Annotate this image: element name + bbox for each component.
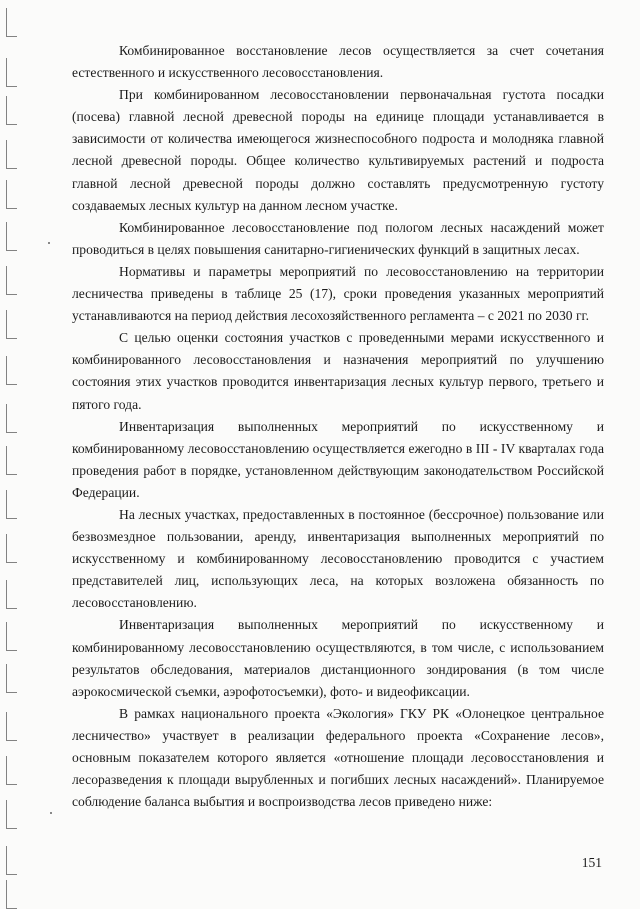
paragraph: Комбинированное восстановление лесов осуществляется за счет сочетания естественного и искусственного лесовосстановления. [72,43,604,81]
binding-mark [6,846,17,875]
binding-mark [6,490,17,519]
page-number: 151 [581,855,602,870]
binding-mark [6,756,17,785]
binding-mark [6,310,17,339]
scan-speck [48,242,50,244]
binding-mark [6,446,17,475]
paragraph: При комбинированном лесовосстановлении первоначальная густота посадки (посева) главной лесной древесной породы на единице площади устанавливается в зависимости от количества имеющегося жизнеспособного подроста и молодняка главной лесной древесной породы. Общее количество культивируемых растений и подроста главной лесной древесной породы должно составлять предусмотренную густоту создаваемых лесных культур на данном лесном участке. [72,87,604,213]
paragraph: В рамках национального проекта «Экология» ГКУ РК «Олонецкое центральное лесничество» участвует в реализации федерального проекта «Сохранение лесов», основным показателем которого является «отношение площади лесовосстановления и лесоразведения к площади вырубленных и погибших лесных насаждений». Планируемое соблюдение баланса выбытия и воспроизводства лесов приведено ниже: [72,705,604,810]
binding-mark [6,140,17,169]
paragraph: Комбинированное лесовосстановление под пологом лесных насаждений может проводиться в целях повышения санитарно-гигиенических функций в защитных лесах. [72,219,604,257]
binding-mark [6,664,17,693]
binding-mark [6,266,17,295]
paragraph: Инвентаризация выполненных мероприятий по искусственному и комбинированному лесовосстановлению осуществляются, в том числе, с использованием результатов обследования, материалов дистанционного зондирования (в том числе аэрокосмической съемки, аэрофотосъемки), фото- и видеофиксации. [72,617,604,699]
binding-mark [6,404,17,433]
paragraph: Инвентаризация выполненных мероприятий по искусственному и комбинированному лесовосстановлению осуществляется ежегодно в III - IV кварталах года проведения работ в порядке, установленном действующим законодательством Российской Федерации. [72,418,604,500]
paragraph: На лесных участках, предоставленных в постоянное (бессрочное) пользование или безвозмездное пользовании, аренду, инвентаризация выполненных мероприятий по искусственному и комбинированному лесовосстановлению проводится с участием представителей лиц, использующих леса, на которых возложена обязанность по лесовосстановлению. [72,506,604,611]
paragraph: Нормативы и параметры мероприятий по лесовосстановлению на территории лесничества приведены в таблице 25 (17), сроки проведения указанных мероприятий устанавливаются на период действия лесохозяйственного регламента – с 2021 по 2030 гг. [72,263,604,324]
binding-mark [6,712,17,741]
scan-speck [50,812,52,814]
binding-mark [6,800,17,829]
binding-mark [6,580,17,609]
binding-mark [6,622,17,651]
binding-mark [6,180,17,209]
binding-mark [6,534,17,563]
binding-mark [6,356,17,385]
binding-mark [6,8,17,37]
binding-mark [6,58,17,87]
paragraph: С целью оценки состояния участков с проведенными мерами искусственного и комбинированного лесовосстановления и назначения мероприятий по улучшению состояния этих участков проводится инвентаризация лесных культур первого, третьего и пятого года. [72,330,604,412]
binding-mark [6,96,17,125]
document-body [72,40,604,813]
binding-margin [0,0,22,905]
binding-mark [6,222,17,251]
